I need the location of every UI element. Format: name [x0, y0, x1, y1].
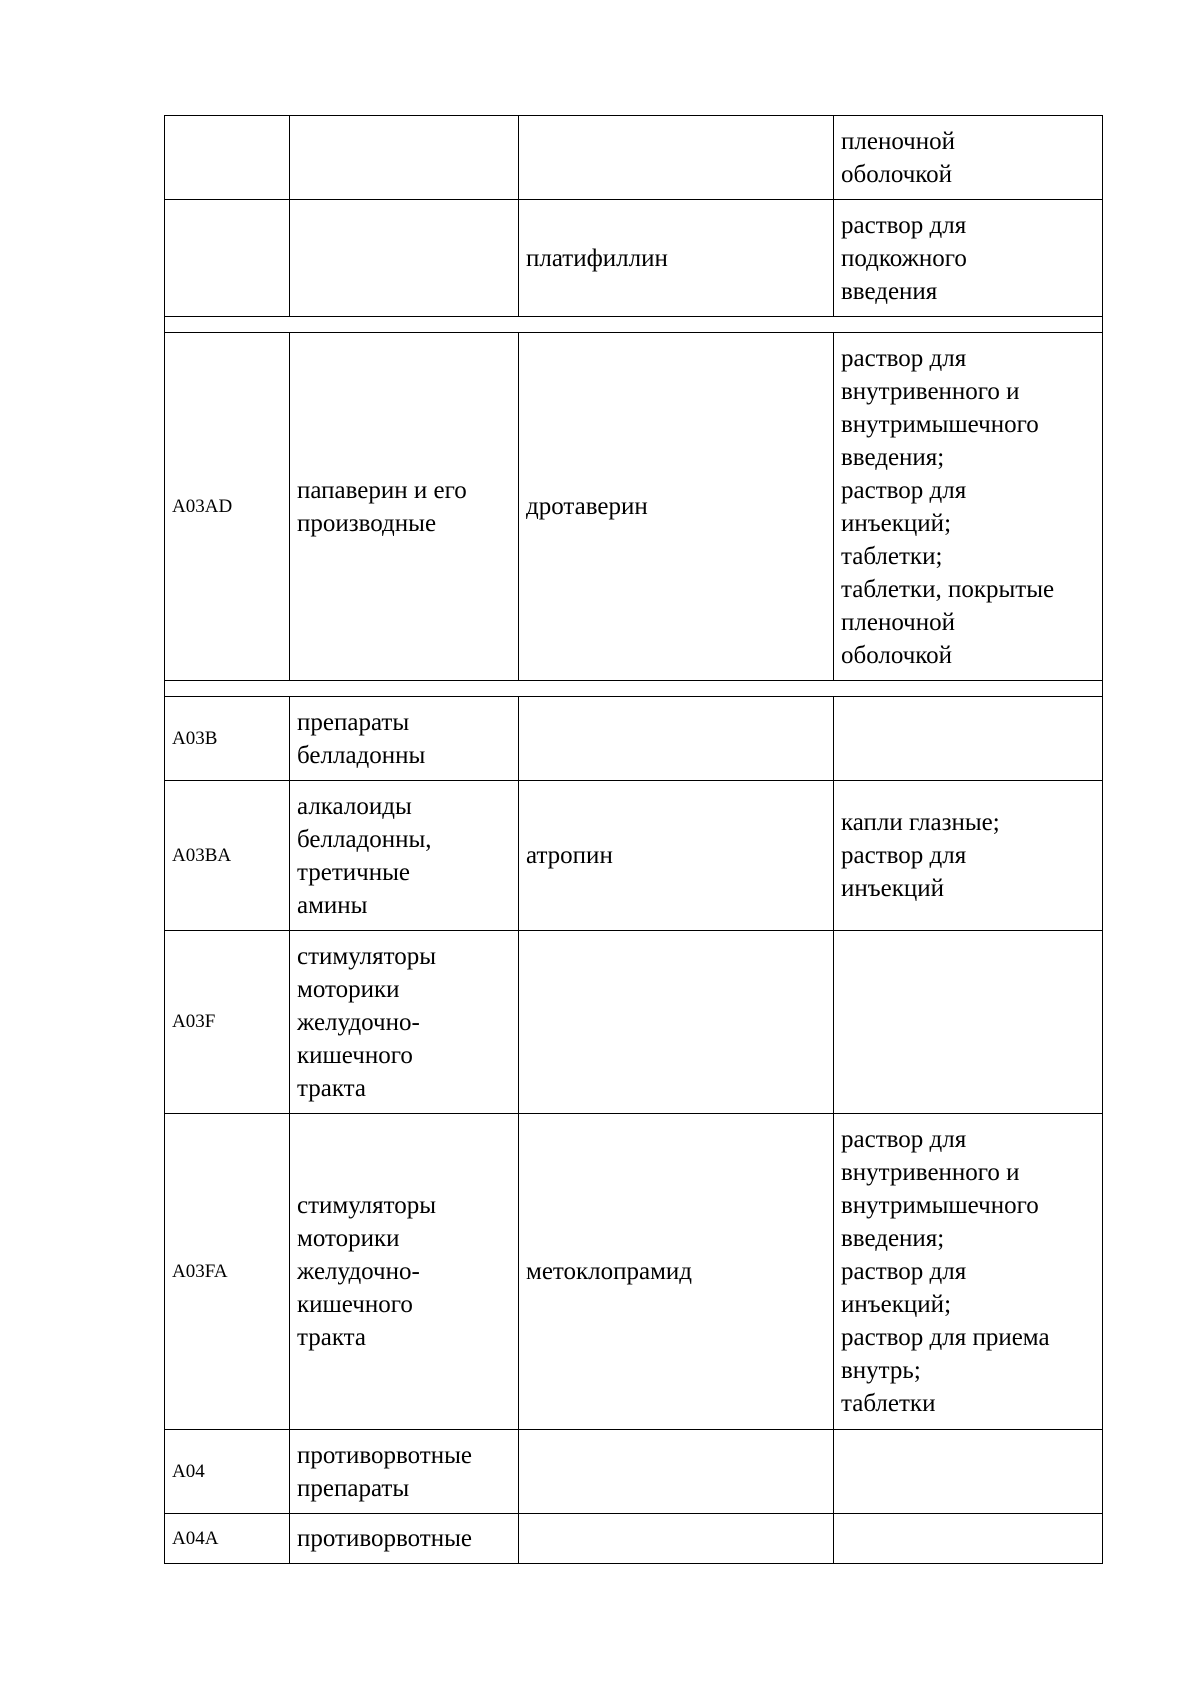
atc-code-cell: A03B [165, 697, 290, 781]
group-name-cell: стимуляторы моторики желудочно- кишечного тракта [290, 1114, 519, 1430]
table-row [165, 200, 1103, 317]
dosage-forms-cell [834, 1430, 1103, 1514]
medication-table [164, 115, 1103, 1564]
spacer-cell [165, 317, 1103, 333]
table-row [165, 781, 1103, 931]
atc-code-cell: A04 [165, 1430, 290, 1514]
group-name-cell: препараты белладонны [290, 697, 519, 781]
group-name-cell: противорвотные препараты [290, 1430, 519, 1514]
table-row [165, 1114, 1103, 1430]
dosage-forms-cell: капли глазные; раствор для инъекций [834, 781, 1103, 931]
dosage-forms-cell [834, 1514, 1103, 1564]
table-spacer-row [165, 681, 1103, 697]
atc-code-cell: A03AD [165, 333, 290, 681]
dosage-forms-cell [834, 697, 1103, 781]
spacer-cell [165, 681, 1103, 697]
atc-code-cell: A03F [165, 931, 290, 1114]
dosage-forms-cell: пленочной оболочкой [834, 116, 1103, 200]
atc-code-cell [165, 116, 290, 200]
drug-name-cell: платифиллин [519, 200, 834, 317]
drug-name-cell: атропин [519, 781, 834, 931]
atc-code-cell [165, 200, 290, 317]
table-row [165, 931, 1103, 1114]
drug-name-cell: метоклопрамид [519, 1114, 834, 1430]
drug-name-cell [519, 931, 834, 1114]
group-name-cell: папаверин и его производные [290, 333, 519, 681]
table-row [165, 116, 1103, 200]
dosage-forms-cell: раствор для внутривенного и внутримышечного введения; раствор для инъекций; раствор для приема внутрь; таблетки [834, 1114, 1103, 1430]
group-name-cell: стимуляторы моторики желудочно- кишечного тракта [290, 931, 519, 1114]
atc-code-cell: A03FA [165, 1114, 290, 1430]
drug-name-cell [519, 1430, 834, 1514]
drug-name-cell: дротаверин [519, 333, 834, 681]
drug-name-cell [519, 697, 834, 781]
group-name-cell: алкалоиды белладонны, третичные амины [290, 781, 519, 931]
dosage-forms-cell: раствор для внутривенного и внутримышечного введения; раствор для инъекций; таблетки; таблетки, покрытые пленочной оболочкой [834, 333, 1103, 681]
drug-name-cell [519, 1514, 834, 1564]
table-row [165, 1430, 1103, 1514]
dosage-forms-cell [834, 931, 1103, 1114]
group-name-cell: противорвотные [290, 1514, 519, 1564]
table-row [165, 697, 1103, 781]
table-row [165, 333, 1103, 681]
atc-code-cell: A03BA [165, 781, 290, 931]
dosage-forms-cell: раствор для подкожного введения [834, 200, 1103, 317]
table-row [165, 1514, 1103, 1564]
atc-code-cell: A04A [165, 1514, 290, 1564]
drug-name-cell [519, 116, 834, 200]
group-name-cell [290, 200, 519, 317]
table-spacer-row [165, 317, 1103, 333]
group-name-cell [290, 116, 519, 200]
